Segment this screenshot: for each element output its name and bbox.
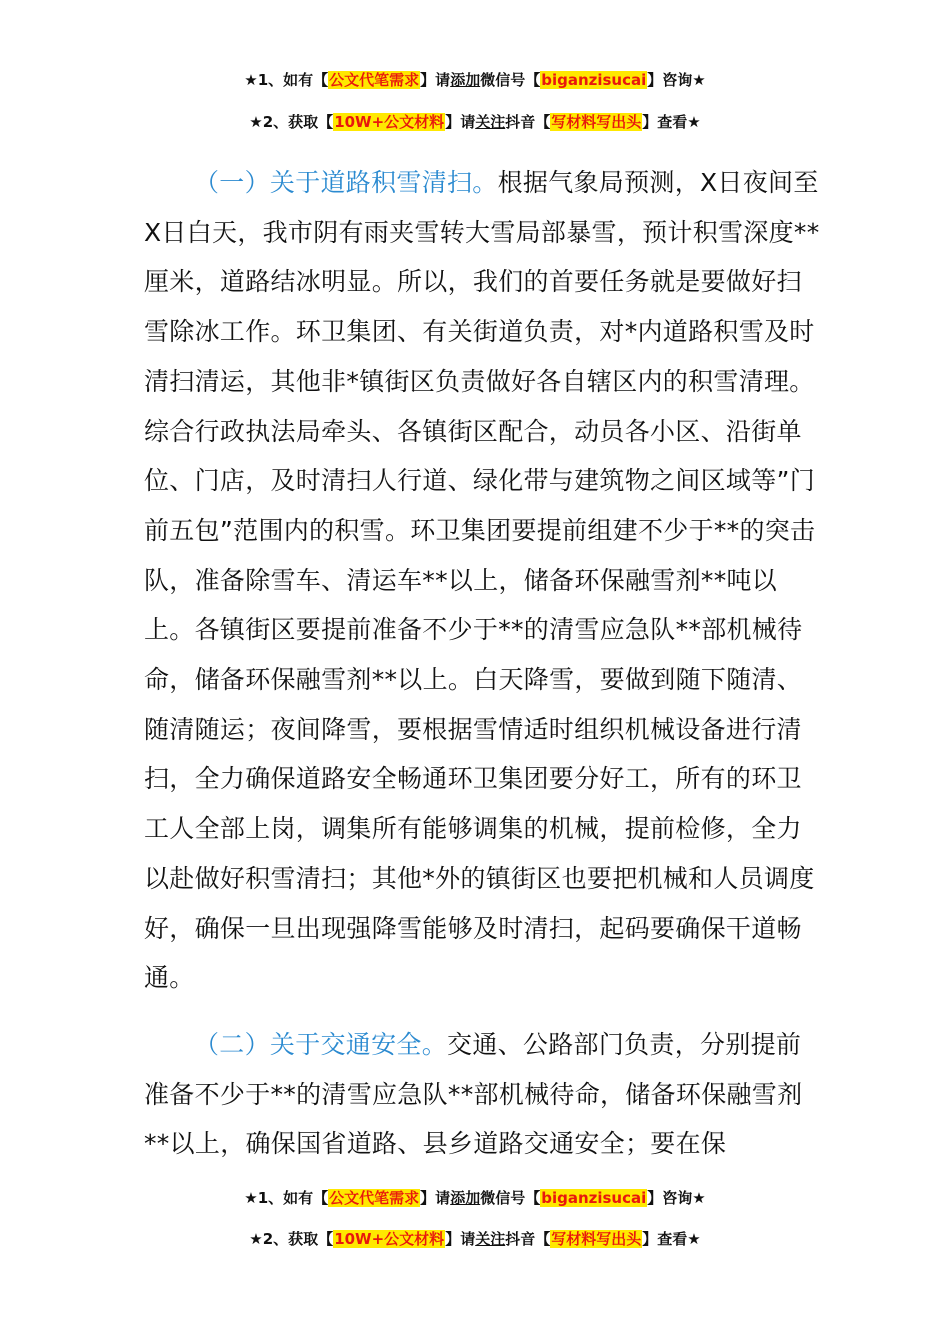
banner-text: 】查看★ xyxy=(642,1230,701,1248)
douyin-id-highlight: 写材料写出头 xyxy=(551,113,642,131)
banner-text: 】请 xyxy=(420,1189,451,1207)
banner-underlined: 添加 xyxy=(450,71,481,89)
banner-text: 】请 xyxy=(445,1230,476,1248)
banner-underlined: 关注 xyxy=(475,113,506,131)
banner-highlight: 公文代笔需求 xyxy=(329,71,420,89)
banner-text: ★1、如有【 xyxy=(244,71,329,89)
banner-text: 微信号【 xyxy=(480,71,541,89)
section-2-body: 交通、公路部门负责，分别提前准备不少于**的清雪应急队**部机械待命，储备环保融雪剂**以上，确保国省道路、县乡道路交通安全；要在保 xyxy=(144,1030,803,1159)
banner-underlined: 添加 xyxy=(450,1189,481,1207)
banner-highlight: 公文代笔需求 xyxy=(329,1189,420,1207)
section-1-body: 根据气象局预测，X日夜间至X日白天，我市阴有雨夹雪转大雪局部暴雪，预计积雪深度**厘米，道路结冰明显。所以，我们的首要任务就是要做好扫雪除冰工作。环卫集团、有关街道负责，对*内道路积雪及时清扫清运，其他非*镇街区负责做好各自辖区内的积雪清理。综合行政执法局牵头、各镇街区配合，动员各小区、沿街单位、门店，及时清扫人行道、绿化带与建筑物之间区域等”门前五包”范围内的积雪。环卫集团要提前组建不少于**的突击队，准备除雪车、清运车**以上，储备环保融雪剂**吨以上。各镇街区要提前准备不少于**的清雪应急队**部机械待命，储备环保融雪剂**以上。白天降雪，要做到随下随清、随清随运；夜间降雪，要根据雪情适时组织机械设备进行清扫，全力确保道路安全畅通环卫集团要分好工，所有的环卫工人全部上岗，调集所有能够调集的机械，提前检修，全力以赴做好积雪清扫；其他*外的镇街区也要把机械和人员调度好，确保一旦出现强降雪能够及时清扫，起码要确保干道畅通。 xyxy=(144,168,820,993)
banner-text: 】请 xyxy=(445,113,476,131)
bottom-banner-line-1 xyxy=(0,1188,950,1208)
banner-text: 微信号【 xyxy=(480,1189,541,1207)
wechat-id-highlight: biganzisucai xyxy=(541,1189,647,1207)
banner-text: 抖音【 xyxy=(505,1230,551,1248)
section-1-heading: （一）关于道路积雪清扫。 xyxy=(194,168,498,197)
banner-text: ★2、获取【 xyxy=(249,1230,334,1248)
banner-text: ★1、如有【 xyxy=(244,1189,329,1207)
wechat-id-highlight: biganzisucai xyxy=(541,71,647,89)
douyin-id-highlight: 写材料写出头 xyxy=(551,1230,642,1248)
section-2-paragraph xyxy=(144,1020,824,1169)
banner-text: ★2、获取【 xyxy=(249,113,334,131)
top-banner-line-2 xyxy=(0,112,950,132)
banner-text: 抖音【 xyxy=(505,113,551,131)
banner-text: 】请 xyxy=(420,71,451,89)
banner-text: 】咨询★ xyxy=(647,71,706,89)
banner-highlight: 10W+公文材料 xyxy=(334,1230,445,1248)
banner-text: 】查看★ xyxy=(642,113,701,131)
banner-underlined: 关注 xyxy=(475,1230,506,1248)
section-1-paragraph xyxy=(144,158,824,1003)
banner-text: 】咨询★ xyxy=(647,1189,706,1207)
section-2-heading: （二）关于交通安全。 xyxy=(194,1030,448,1059)
bottom-banner-line-2 xyxy=(0,1229,950,1249)
top-banner-line-1 xyxy=(0,70,950,90)
banner-highlight: 10W+公文材料 xyxy=(334,113,445,131)
